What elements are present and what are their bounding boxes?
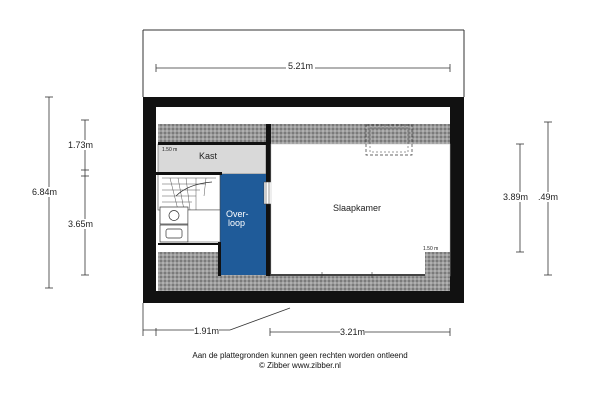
stairs xyxy=(158,174,220,210)
roof-slope-bottom xyxy=(158,275,450,291)
copyright-text: © Zibber www.zibber.nl xyxy=(259,361,341,370)
overloop-label-line2: loop xyxy=(228,218,246,228)
interior-wall-lower xyxy=(218,242,221,276)
roof-slope-top xyxy=(158,124,450,144)
dimension-left-upper-label: 1.73m xyxy=(68,140,94,150)
dimension-right-outer-label: .49m xyxy=(538,192,559,202)
dimension-line-bottom xyxy=(143,303,450,336)
interior-wall-stairs xyxy=(156,172,222,175)
disclaimer-text: Aan de plattegronden kunnen geen rechten worden ontleend xyxy=(192,351,408,360)
slaapkamer-bottom-wall xyxy=(271,274,425,276)
interior-wall-bottom xyxy=(158,243,220,245)
dimension-left-lower-label: 3.65m xyxy=(68,219,94,229)
dimension-bottom-right-label: 3.21m xyxy=(340,327,366,337)
dimension-left-total-label: 6.84m xyxy=(32,187,58,197)
overloop-label-line1: Over- xyxy=(226,209,249,219)
slaapkamer-label: Slaapkamer xyxy=(333,203,382,213)
slaapkamer-height-label: 1.50 m xyxy=(423,246,439,252)
dimension-bottom-left-label: 1.91m xyxy=(194,326,220,336)
dryer-icon xyxy=(160,225,188,242)
kast-label: Kast xyxy=(199,151,218,161)
roof-slope-right-overlay xyxy=(425,252,450,276)
dimension-top-label: 5.21m xyxy=(288,61,314,71)
interior-wall-kast xyxy=(158,142,266,145)
kast-height-label: 1.50 m xyxy=(162,147,178,153)
roof-slope-left xyxy=(158,252,220,276)
washing-machine-icon xyxy=(160,207,188,224)
utility-counter xyxy=(188,210,220,242)
dimension-right-inner-label: 3.89m xyxy=(503,192,529,202)
